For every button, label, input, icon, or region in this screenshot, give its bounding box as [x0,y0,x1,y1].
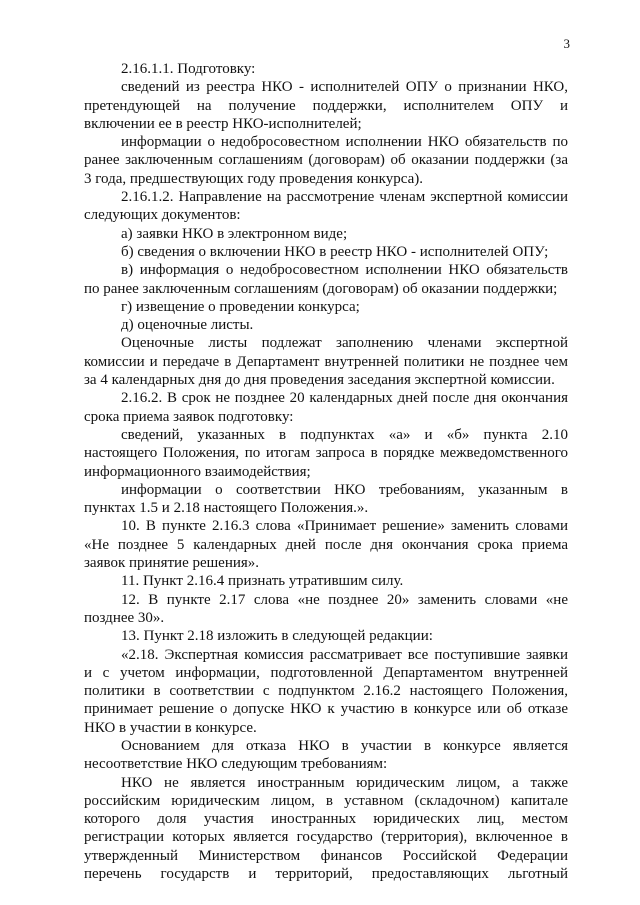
text-line: д) оценочные листы. [121,317,254,334]
text-line: утвержденный Министерством финансов Российской Федерации [84,847,568,864]
text-line: НКО в участии в конкурсе. [84,719,257,736]
text-line: сведений, указанных в подпунктах «а» и «б» пункта 2.10 [121,426,568,443]
text-line: а) заявки НКО в электронном виде; [121,225,348,242]
text-line: комиссии и передаче в Департамент внутренней политики не позднее чем [84,353,568,370]
text-line: и с учетом информации, подготовленной Департаментом внутренней [84,664,568,681]
text-line: информации о недобросовестном исполнении НКО обязательств по [121,134,568,151]
text-line: регистрации которых является государство (территория), включенное в [84,829,568,846]
text-line: б) сведения о включении НКО в реестр НКО - исполнителей ОПУ; [121,243,549,260]
text-line: позднее 30». [84,609,165,626]
text-line: «2.18. Экспертная комиссия рассматривает все поступившие заявки [121,646,568,663]
text-line: сведений из реестра НКО - исполнителей ОПУ о признании НКО, [121,79,568,96]
text-line: включении ее в реестр НКО-исполнителей; [84,115,362,132]
text-line: «Не позднее 5 календарных дней после дня окончания срока приема [84,536,568,553]
page-number: 3 [563,36,570,51]
text-line: срока приема заявок подготовку: [84,408,294,425]
text-line: пунктах 1.5 и 2.18 настоящего Положения.». [84,500,369,517]
text-line: в) информация о недобросовестном исполнении НКО обязательств [121,262,568,279]
text-line: 3 года, предшествующих году проведения конкурса). [84,170,423,187]
text-line: следующих документов: [84,207,241,224]
text-line: претендующей на получение поддержки, исполнителем ОПУ и [84,97,568,114]
text-line: которого доля участия иностранных юридических лиц, местом [84,811,568,828]
text-line: г) извещение о проведении конкурса; [121,298,360,315]
text-line: Оценочные листы подлежат заполнению членами экспертной [121,335,568,352]
text-line: настоящего Положения, по итогам запроса в порядке межведомственного [84,445,568,462]
text-line: НКО не является иностранным юридическим лицом, а также [121,774,568,791]
text-line: несоответствие НКО следующим требованиям: [84,756,388,773]
text-line: принимает решение о допуске НКО к участию в конкурсе или об отказе [84,701,568,718]
text-line: политики в соответствии с подпунктом 2.16.2 настоящего Положения, [84,683,568,700]
text-line: информационного взаимодействия; [84,463,311,480]
text-line: 2.16.1.2. Направление на рассмотрение членам экспертной комиссии [121,189,568,206]
text-line: заявок принятие решения». [84,555,260,572]
text-line: 13. Пункт 2.18 изложить в следующей редакции: [121,628,433,645]
text-line: за 4 календарных дня до дня проведения заседания экспертной комиссии. [84,372,555,389]
text-line: по ранее заключенным соглашениям (договорам) об оказании поддержки; [84,280,558,297]
text-line: Основанием для отказа НКО в участии в конкурсе является [121,737,568,754]
text-line: 12. В пункте 2.17 слова «не позднее 20» заменить словами «не [121,591,568,608]
text-line: 10. В пункте 2.16.3 слова «Принимает решение» заменить словами [121,518,568,535]
text-line: 2.16.2. В срок не позднее 20 календарных дней после дня окончания [121,390,568,407]
text-line: 2.16.1.1. Подготовку: [121,61,256,77]
text-line: 11. Пункт 2.16.4 признать утратившим силу. [121,573,404,590]
text-line: ранее заключенным соглашениям (договорам) об оказании поддержки (за [84,152,568,169]
text-line: российским юридическим лицом, в уставном (складочном) капитале [84,792,568,809]
text-line: информации о соответствии НКО требованиям, указанным в [121,481,568,498]
text-line: перечень государств и территорий, предоставляющих льготный [84,866,568,883]
document-body [84,60,568,883]
